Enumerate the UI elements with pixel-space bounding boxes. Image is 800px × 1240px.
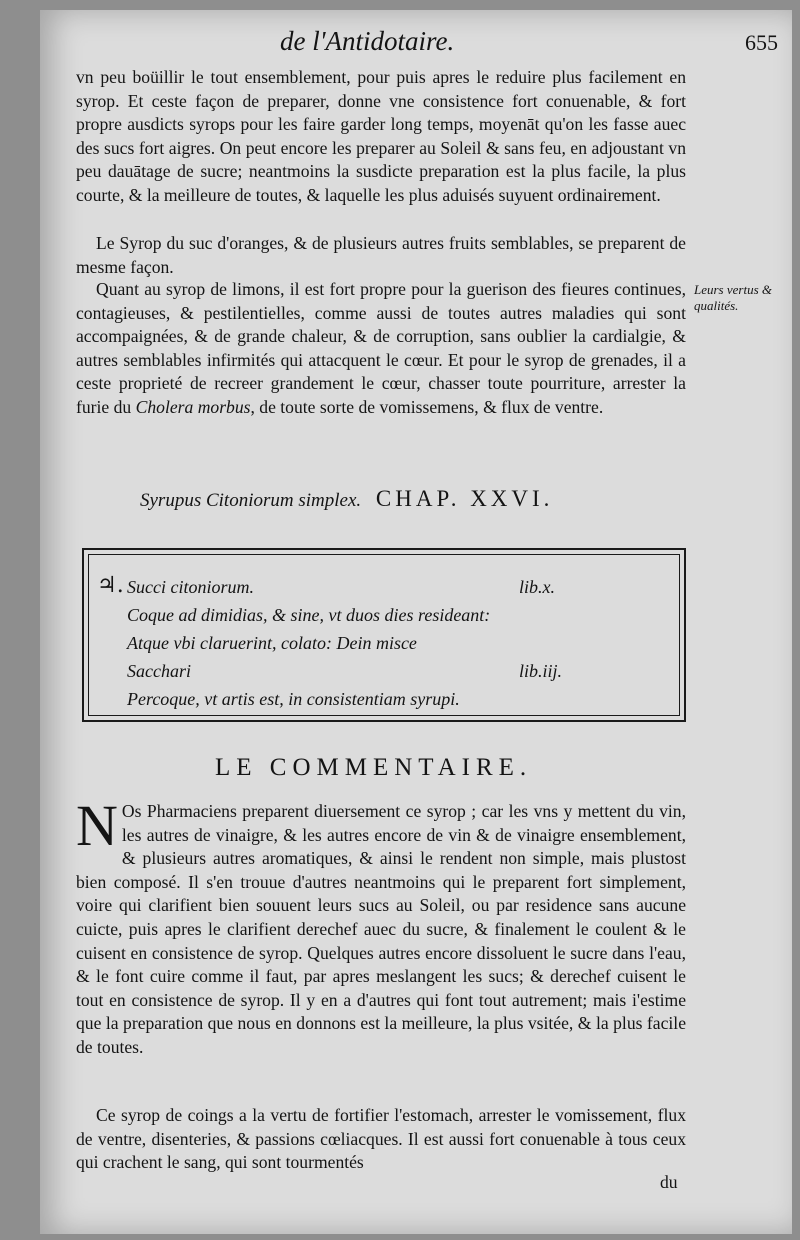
- catchword: du: [660, 1172, 678, 1192]
- paragraph-5: [76, 1104, 686, 1175]
- page-number: 655: [745, 30, 778, 55]
- paragraph-text: vn peu boüillir le tout ensemblement, pour puis apres le reduire plus facilement en syrop. Et ceste façon de preparer, donne vne consistence fort conuenable, & fort propre ausdicts syrops pour les faire garder long temps, moyenāt qu'on les fasse auec des sucs fort aigres. On peut encore les preparer au Soleil & sans feu, en adjoustant vn peu dauātage de sucre; neantmoins la susdicte preparation est la plus facile, la plus courte, & la meilleure de toutes, & laquelle les plus aduisés suyuent ordinairement.: [76, 67, 686, 205]
- paragraph-3: [76, 278, 686, 420]
- recipe-line-3: Atque vbi claruerint, colato: Dein misce: [127, 633, 417, 653]
- recipe-symbol: ♃.: [97, 573, 124, 598]
- paragraph-3-start: Quant au syrop de limons, il est fort propre pour la guerison des fieures continues, contagieuses, & pestilentielles, comme aussi de toutes autres maladies qui sont accompaignées, & de grande chaleur, & de corruption, sans oublier la cardialgie, & autres semblables infirmités qui attacquent le cœur. Et pour le syrop de grenades, il a ceste proprieté de recreer grandement le cœur, chasser toute pourriture, arrester la furie du: [76, 279, 686, 417]
- recipe-line-5: Percoque, vt artis est, in consistentiam syrupi.: [127, 689, 460, 709]
- paragraph-text: Ce syrop de coings a la vertu de fortifier l'estomach, arrester le vomissement, flux de ventre, disenteries, & passions cœliacques. Il est aussi fort conuenable à tous ceux qui crachent le sang, qui sont tourmentés: [76, 1105, 686, 1173]
- recipe-line-1: Succi citoniorum.: [127, 577, 254, 597]
- chapter-number: CHAP. XXVI.: [375, 486, 554, 511]
- chapter-latin-title: Syrupus Citoniorum simplex.: [140, 490, 362, 511]
- recipe-box: [82, 548, 686, 722]
- paragraph-1: [76, 66, 686, 208]
- paragraph-text: [76, 278, 686, 420]
- paragraph-text: Le Syrop du suc d'oranges, & de plusieurs autres fruits semblables, se preparent de mesme façon.: [76, 233, 686, 277]
- cholera-morbus-term: Cholera morbus: [135, 396, 251, 417]
- book-page: [40, 10, 792, 1234]
- recipe-qty-1: lib.x.: [519, 577, 555, 597]
- commentary-heading: LE COMMENTAIRE.: [215, 754, 533, 781]
- chapter-heading: [140, 486, 740, 512]
- paragraph-2: [76, 232, 686, 279]
- recipe-frame: [88, 554, 680, 716]
- paragraph-text: Os Pharmaciens preparent diuersement ce syrop ; car les vns y mettent du vin, les autres de vinaigre, & les autres encore de vin & de vinaigre ensemblement, & plusieurs autres aromatiques, & ainsi le rendent non simple, mais plustost bien composé. Il s'en trouue d'autres neantmoins qui le preparent fort simplement, voire qui clarifient bien souuent leurs sucs au Soleil, ou par residence sans aucune cuicte, puis apres le clarifient derechef auec du sucre, & finalement le coulent & le cuisent en consistence de syrop. Quelques autres encore dissoluent le sucre dans l'eau, & le font cuire comme il faut, par apres meslangent les sucs; & derechef cuisent le tout en consistence de syrop. Il y en a d'autres qui font tout autrement; mais i'estime que la preparation que nous en donnons est la meilleure, la plus vsitée, & la plus facile de toutes.: [76, 801, 686, 1057]
- paragraph-3-end: , de toute sorte de vomissemens, & flux de ventre.: [250, 396, 604, 417]
- recipe-qty-4: lib.iij.: [519, 661, 563, 681]
- recipe-line-4: Sacchari: [127, 661, 191, 681]
- margin-note: Leurs vertus & qualités.: [694, 282, 772, 313]
- recipe-line-2: Coque ad dimidias, & sine, vt duos dies resideant:: [127, 605, 491, 625]
- page-header: [40, 22, 792, 62]
- paragraph-4: [76, 793, 686, 1060]
- running-title: de l'Antidotaire.: [280, 26, 455, 56]
- drop-cap: N: [76, 793, 118, 858]
